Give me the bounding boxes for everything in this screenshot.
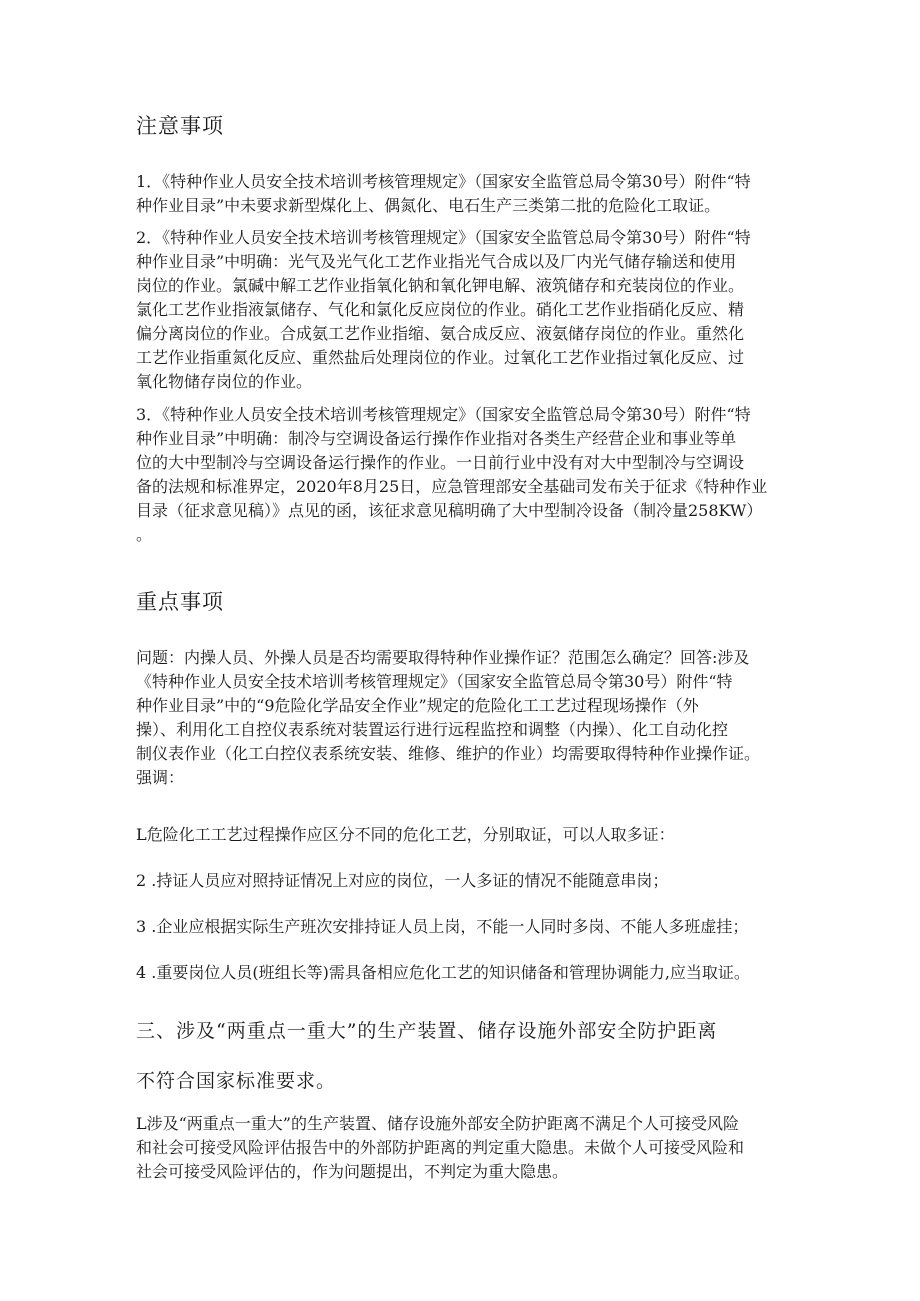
note-item-2 <box>136 226 796 394</box>
text-line: 操）、利用化工自控仪表系统对装置运行进行远程监控和调整（内操）、化工自动化控 <box>136 720 729 739</box>
text-line: L涉及“两重点一重大”的生产装置、储存设施外部安全防护距离不满足个人可接受风险 <box>136 1114 739 1133</box>
text-line: 种作业目录”中明确：制冷与空调设备运行操作作业指对各类生产经营企业和事业等单 <box>136 429 737 448</box>
text-line: 备的法规和标准界定，2020年8月25日，应急管理部安全基础司发布关于征求《特种作业 <box>136 477 768 496</box>
text-line: 。 <box>136 525 153 544</box>
text-line: 2．《特种作业人员安全技术培训考核管理规定》（国家安全监管总局令第30号）附件“特 <box>136 228 751 247</box>
section3-paragraph <box>136 1112 796 1184</box>
text-line: 岗位的作业。氯碱中解工艺作业指氧化钠和氧化钾电解、液筑储存和充装岗位的作业。 <box>136 276 745 295</box>
section-heading-3-line-1: 三、涉及“两重点一重大”的生产装置、储存设施外部安全防护距离 <box>136 1020 718 1042</box>
note-item-3 <box>136 403 796 547</box>
text-line: 种作业目录”中未要求新型煤化上、偶氮化、电石生产三类第二批的危险化工取证。 <box>136 196 721 215</box>
text-line: 氧化物储存岗位的作业。 <box>136 372 313 391</box>
text-line: 社会可接受风险评估的，作为问题提出，不判定为重大隐患。 <box>136 1162 569 1181</box>
text-line: 种作业目录”中明确：光气及光气化工艺作业指光气合成以及厂内光气储存输送和使用 <box>136 252 737 271</box>
text-line: 工艺作业指重氮化反应、重然盐后处理岗位的作业。过氧化工艺作业指过氧化反应、过 <box>136 348 745 367</box>
text-line: 制仪表作业（化工白控仪表系统安装、维修、维护的作业）均需要取得特种作业操作证。 <box>136 744 761 763</box>
emphasis-point-3: 3 .企业应根据实际生产班次安排持证人员上岗，不能一人同时多岗、不能人多班虚挂； <box>136 917 749 936</box>
text-line: 偏分离岗位的作业。合成氨工艺作业指缩、氨合成反应、液氨储存岗位的作业。重然化 <box>136 324 745 343</box>
text-line: 目录（征求意见稿）》点见的函，该征求意见稿明确了大中型制冷设备（制冷量258KW） <box>136 501 763 520</box>
text-line: 种作业目录”中的“9危险化学品安全作业”规定的危险化工工艺过程现场操作（外 <box>136 696 699 715</box>
text-line: 1．《特种作业人员安全技术培训考核管理规定》（国家安全监管总局令第30号）附件“特 <box>136 172 751 191</box>
text-line: 问题：内操人员、外操人员是否均需要取得特种作业操作证？范围怎么确定？回答:涉及 <box>136 648 750 667</box>
emphasis-point-1: L危险化工工艺过程操作应区分不同的危化工艺，分别取证，可以人取多证： <box>136 825 675 844</box>
text-line: 和社会可接受风险评估报告中的外部防护距离的判定重大隐患。未做个人可接受风险和 <box>136 1138 745 1157</box>
text-line: 位的大中型制冷与空调设备运行操作的作业。一日前行业中没有对大中型制冷与空调设 <box>136 453 745 472</box>
section-heading-3-line-2: 不符合国家标准要求。 <box>136 1070 337 1092</box>
section-heading-notes: 注意事项 <box>136 114 224 138</box>
section-heading-key-points: 重点事项 <box>136 590 224 614</box>
emphasis-point-4: 4 .重要岗位人员(班组长等)需具备相应危化工艺的知识储备和管理协调能力,应当取证。 <box>136 963 750 982</box>
text-line: 3．《特种作业人员安全技术培训考核管理规定》（国家安全监管总局令第30号）附件“特 <box>136 405 751 424</box>
note-item-1 <box>136 170 796 218</box>
text-line: 氯化工艺作业指液氯储存、气化和氯化反应岗位的作业。硝化工艺作业指硝化反应、精 <box>136 300 745 319</box>
qa-paragraph <box>136 646 796 790</box>
emphasis-point-2: 2 .持证人员应对照持证情况上对应的岗位，一人多证的情况不能随意串岗； <box>136 871 669 890</box>
text-line: 《特种作业人员安全技术培训考核管理规定》（国家安全监管总局令第30号）附件“特 <box>136 672 733 691</box>
text-line: 强调： <box>136 768 185 787</box>
